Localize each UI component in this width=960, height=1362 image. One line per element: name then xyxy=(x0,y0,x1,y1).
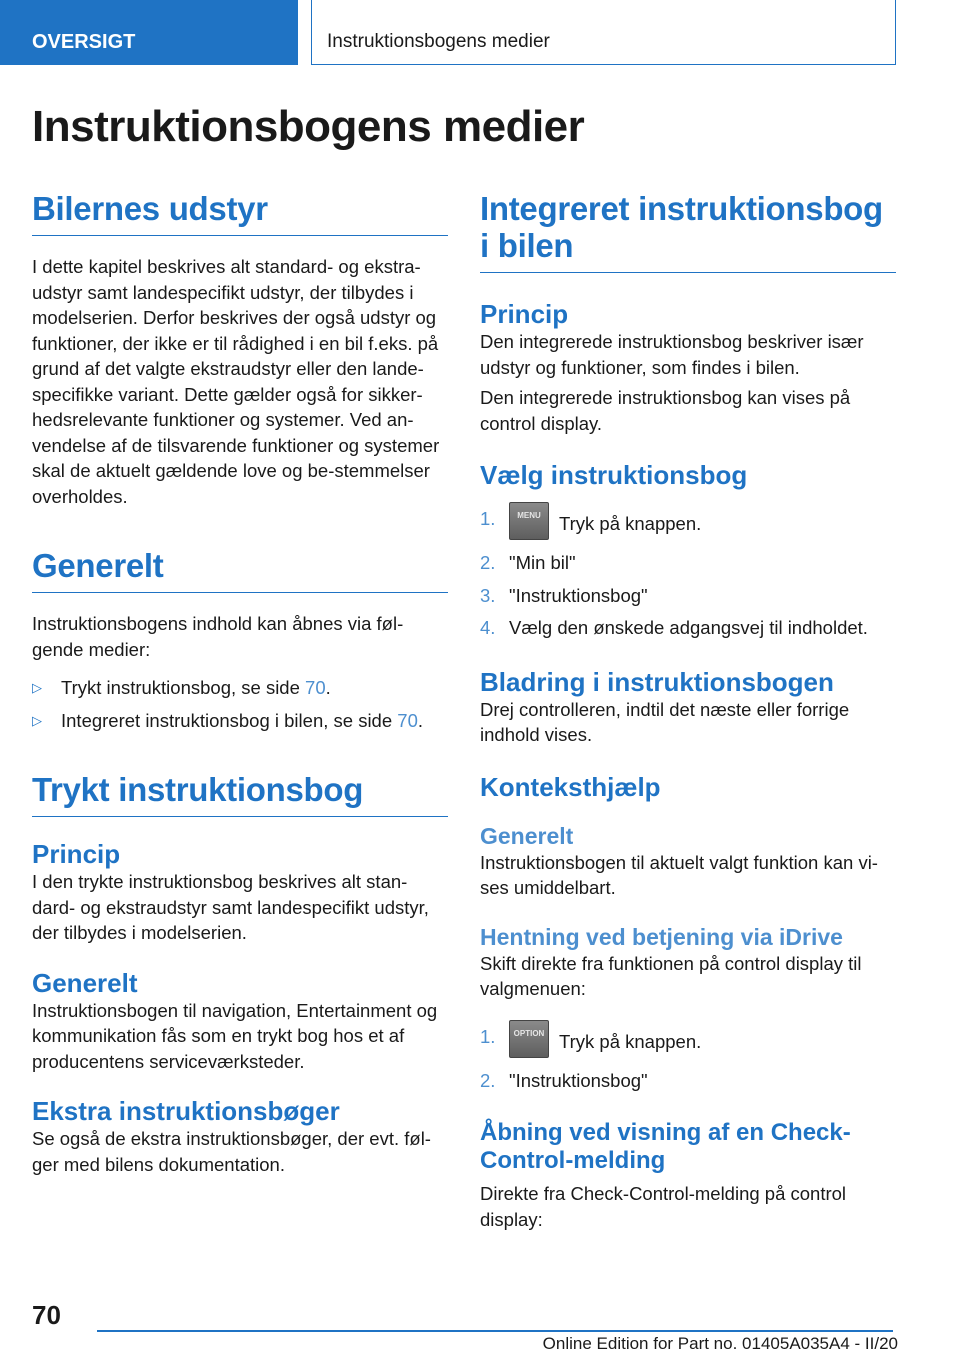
tab-section-title[interactable]: Instruktionsbogens medier xyxy=(311,0,896,65)
page-title: Instruktionsbogens medier xyxy=(32,102,585,151)
heading-integreret-instruktionsbog: Integreret instruktionsbog i bilen xyxy=(480,190,896,273)
tab-oversigt[interactable]: OVERSIGT xyxy=(0,0,298,65)
left-column xyxy=(32,190,448,1177)
paragraph-ekstra: Se også de ekstra instruktionsbøger, der evt. føl-ger med bilens dokumentation. xyxy=(32,1128,431,1175)
list-item: 3. "Instruktionsbog" xyxy=(480,584,648,606)
right-column xyxy=(480,190,896,1232)
list-item: ▷ Integreret instruktionsbog i bilen, se side 70. xyxy=(32,708,448,734)
subheading-generelt: Generelt xyxy=(480,822,574,849)
paragraph-princip-1: Den integrerede instruktionsbog beskriver især udstyr og funktioner, som findes i bilen. xyxy=(480,331,864,378)
paragraph-generelt: Instruktionsbogens indhold kan åbnes via føl-gende medier: xyxy=(32,613,404,660)
heading-aabning-check-control: Åbning ved visning af en Check-Control-melding xyxy=(480,1119,851,1174)
header xyxy=(0,0,960,66)
footer-divider xyxy=(97,1330,893,1332)
heading-ekstra-instruktionsboger: Ekstra instruktionsbøger xyxy=(32,1096,340,1126)
heading-bladring: Bladring i instruktionsbogen xyxy=(480,666,834,697)
paragraph-generelt-sub: Instruktionsbogen til navigation, Entertainment og kommunikation fås som en trykt bog hos et af producentens serviceværksteder. xyxy=(32,999,438,1072)
heading-vaelg-instruktionsbog: Vælg instruktionsbog xyxy=(480,460,748,490)
paragraph-princip: I den trykte instruktionsbog beskrives alt stan-dard- og ekstraudstyr samt landespecifikt udstyr, der tilbydes i modelserien. xyxy=(32,871,429,943)
heading-bilernes-udstyr: Bilernes udstyr xyxy=(32,190,448,236)
paragraph-bladring: Drej controlleren, indtil det næste eller forrige indhold vises. xyxy=(480,698,850,745)
paragraph-hentning: Skift direkte fra funktionen på control display til valgmenuen: xyxy=(480,952,862,999)
list-item: 2. "Min bil" xyxy=(480,552,576,573)
paragraph-aabning: Direkte fra Check-Control-melding på control display: xyxy=(480,1183,847,1230)
subheading-hentning: Hentning ved betjening via iDrive xyxy=(480,923,843,950)
list-item: 1. MENU Tryk på knappen. xyxy=(480,506,896,544)
heading-generelt: Generelt xyxy=(32,547,448,593)
paragraph-princip-2: Den integrerede instruktionsbog kan vises på control display. xyxy=(480,387,851,434)
heading-trykt-instruktionsbog: Trykt instruktionsbog xyxy=(32,771,448,817)
paragraph-bilernes-udstyr: I dette kapitel beskrives alt standard- og ekstra-udstyr samt landespecifikt udstyr, der tilbydes i modelserien. Derfor beskrives der også udstyr og funktioner, der ikke er til rådighed i en bil f.eks. på grund af det valgte ekstraudstyr eller den lande-specifikke variant. Dette gælder også for sikker-hedsrelevante funktioner og systemer. Ved an-vendelse af de tilsvarende funktioner og systemer skal de aktuelt gældende love og be-stemmelser overholdes. xyxy=(32,256,440,507)
list-item: 4. Vælg den ønskede adgangsvej til indholdet. xyxy=(480,617,868,638)
list-item: ▷ Trykt instruktionsbog, se side 70. xyxy=(32,675,448,701)
option-button-icon: OPTION xyxy=(509,1020,549,1058)
edition-note: Online Edition for Part no. 01405A035A4 - II/20 xyxy=(542,1334,898,1353)
menu-button-icon: MENU xyxy=(509,502,549,540)
page-number: 70 xyxy=(32,1300,61,1330)
heading-princip: Princip xyxy=(480,299,569,329)
heading-princip: Princip xyxy=(32,839,121,869)
list-item: 2. "Instruktionsbog" xyxy=(480,1069,648,1091)
triangle-bullet-icon: ▷ xyxy=(32,712,42,728)
list-item: 1. OPTION Tryk på knappen. xyxy=(480,1024,896,1062)
heading-generelt-sub: Generelt xyxy=(32,967,138,998)
heading-konteksthjaelp: Konteksthjælp xyxy=(480,771,661,802)
triangle-bullet-icon: ▷ xyxy=(32,680,42,695)
paragraph-kontekst-generelt: Instruktionsbogen til aktuelt valgt funktion kan vi-ses umiddelbart. xyxy=(480,851,878,898)
page-link-70[interactable]: 70 xyxy=(397,709,418,731)
page-link-70[interactable]: 70 xyxy=(305,677,326,698)
